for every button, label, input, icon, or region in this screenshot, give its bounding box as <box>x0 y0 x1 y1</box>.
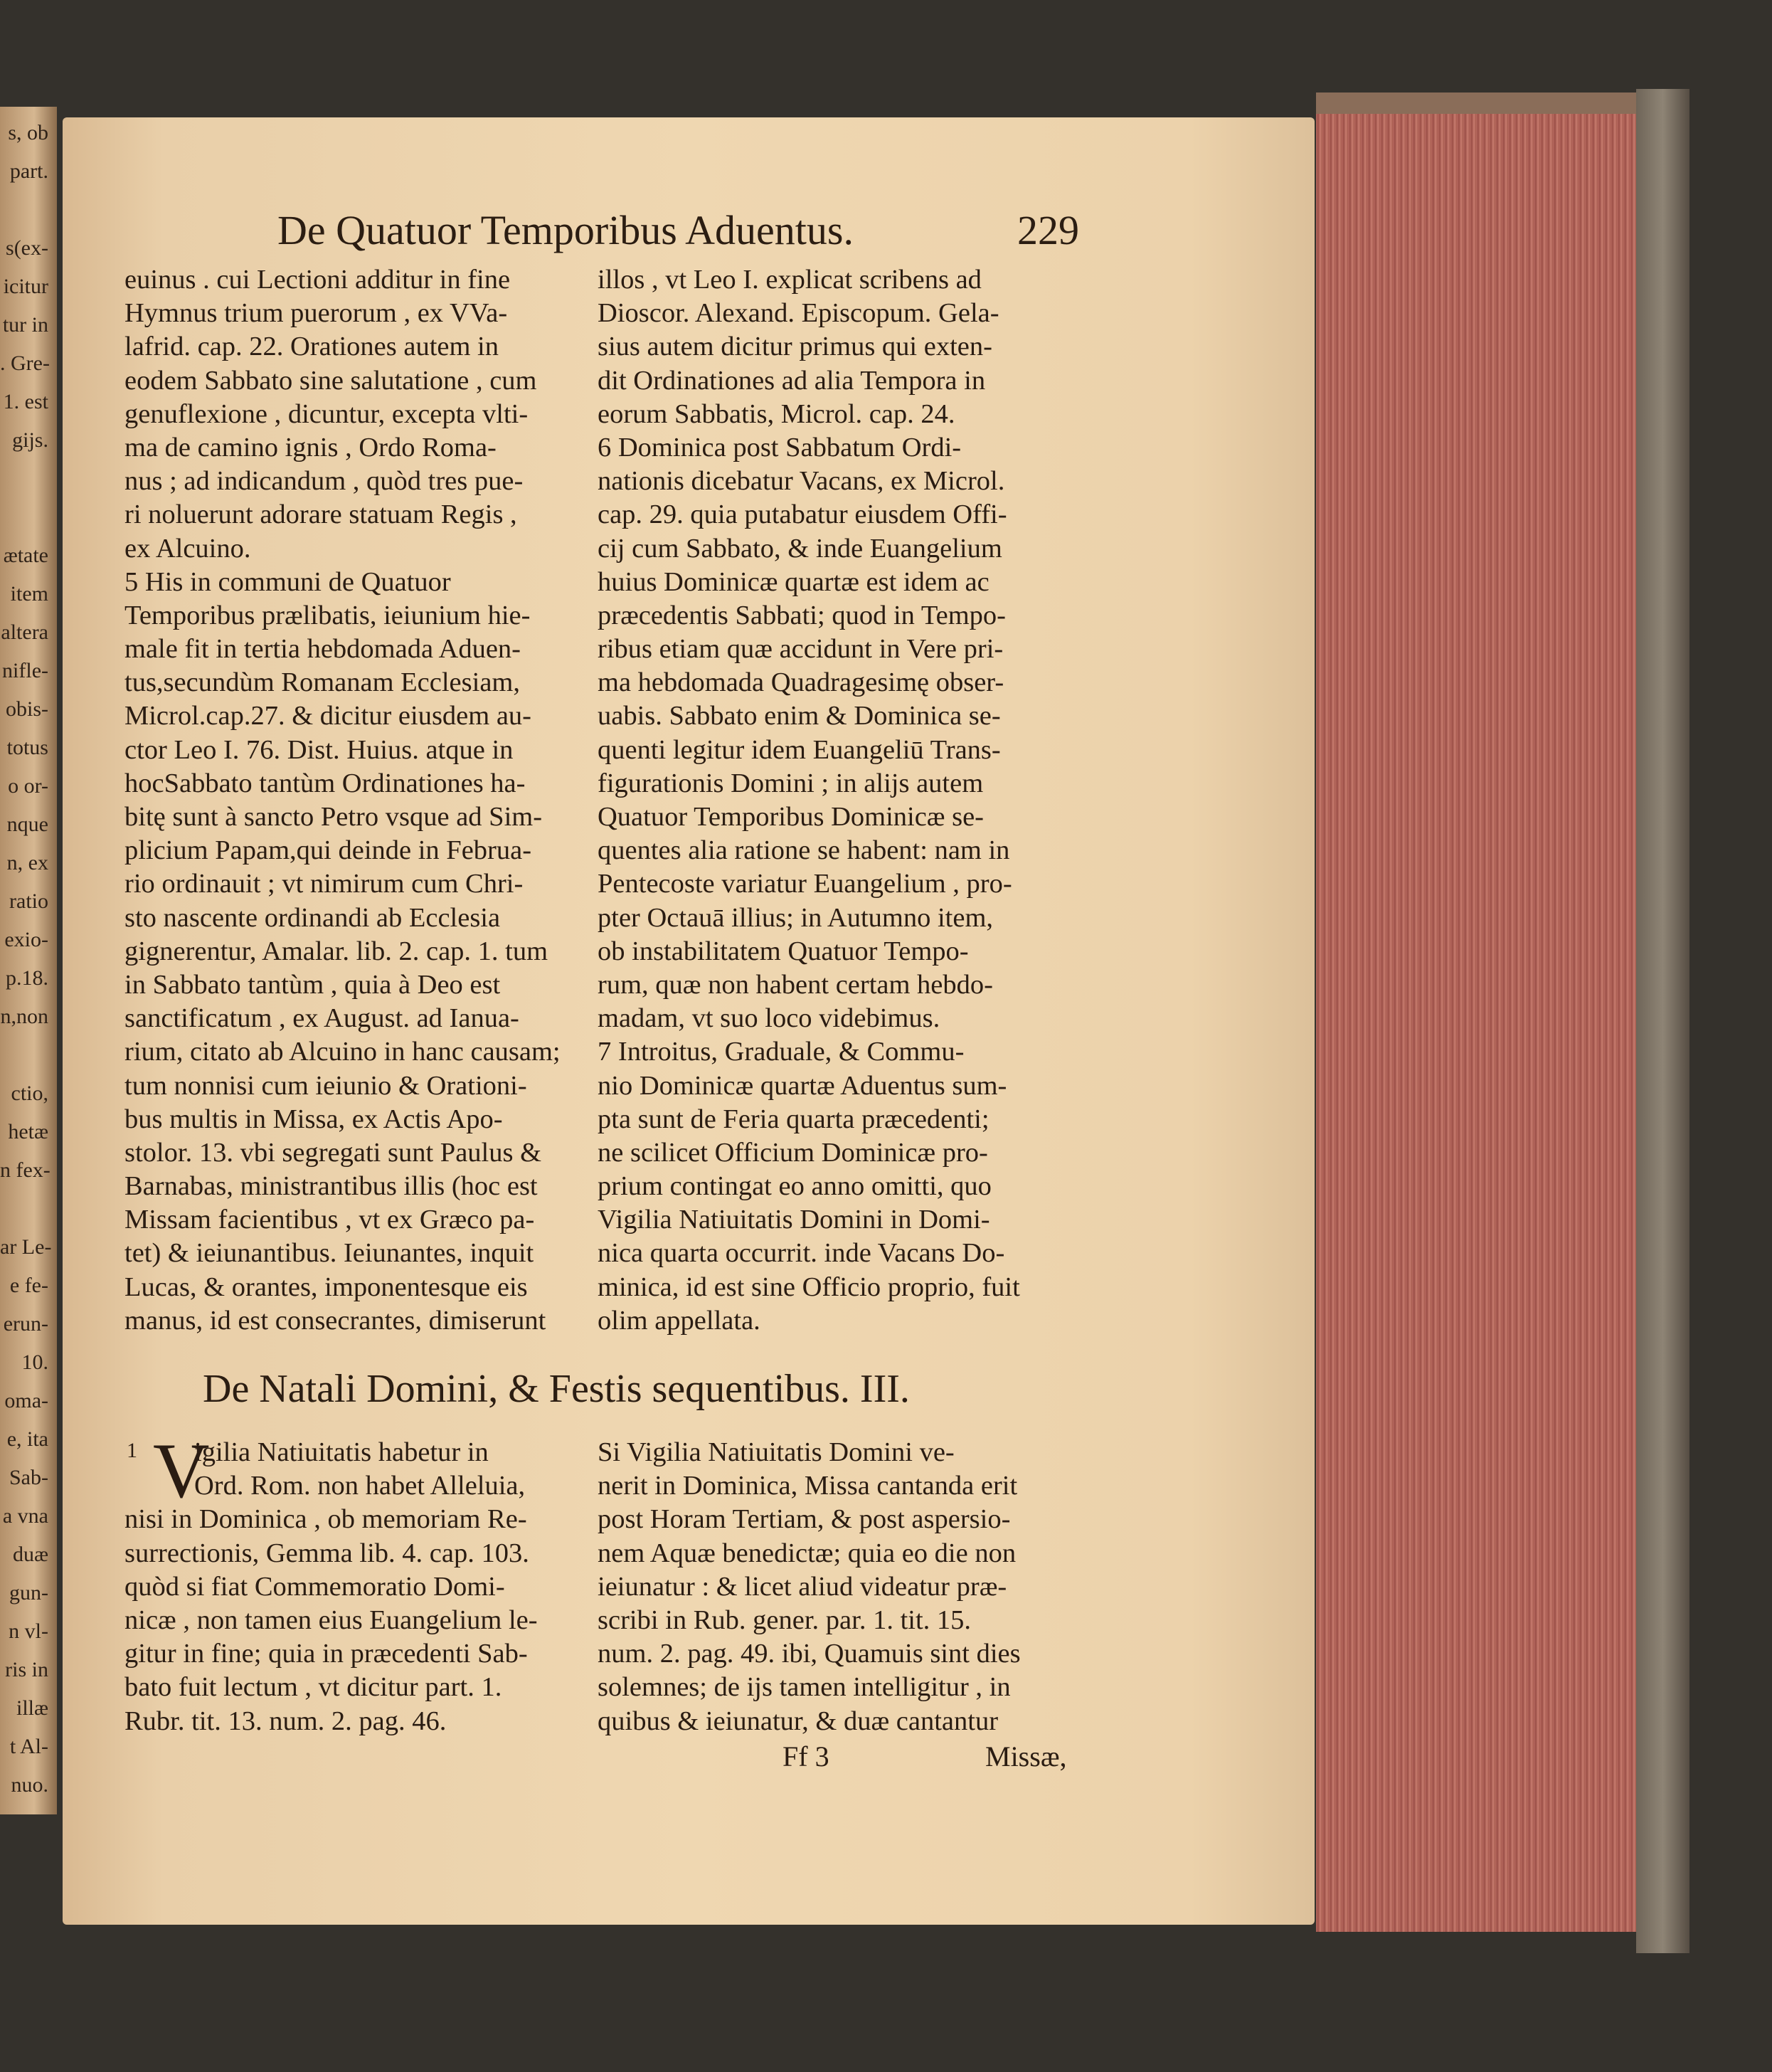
text-line: olim appellata. <box>598 1305 760 1336</box>
text-line: prium contingat eo anno omitti, quo <box>598 1171 992 1202</box>
page-number: 229 <box>1017 207 1079 253</box>
text-line: nica quarta occurrit. inde Vacans Do- <box>598 1238 1005 1269</box>
text-line: bato fuit lectum , vt dicitur part. 1. <box>124 1672 502 1703</box>
text-line: t Al- <box>9 1735 48 1758</box>
text-line: ne scilicet Officium Dominicæ pro- <box>598 1137 988 1168</box>
text-line: bitę sunt à sancto Petro vsque ad Sim- <box>124 802 543 832</box>
text-line: sius autem dicitur primus qui exten- <box>598 332 992 362</box>
text-line <box>0 460 51 498</box>
text-line: a vna <box>2 1504 48 1528</box>
text-line: o or- <box>8 774 48 798</box>
text-line: icitur <box>3 275 48 298</box>
text-line: nationis dicebatur Vacans, ex Microl. <box>598 466 1005 497</box>
text-line: figurationis Domini ; in alijs autem <box>598 768 984 798</box>
text-line: nicæ , non tamen eius Euangelium le- <box>124 1605 538 1635</box>
text-line: e fe- <box>9 1274 48 1297</box>
text-line: ob instabilitatem Quatuor Tempo- <box>598 936 969 966</box>
text-line: sto nascente ordinandi ab Ecclesia <box>124 902 501 933</box>
text-line: s, ob <box>8 121 48 144</box>
text-line: pter Octauā illius; in Autumno item, <box>598 902 994 933</box>
text-line: surrectionis, Gemma lib. 4. cap. 103. <box>124 1538 529 1568</box>
text-line: pta sunt de Feria quarta præcedenti; <box>598 1104 990 1134</box>
section-heading: De Natali Domini, & Festis sequentibus. III. <box>203 1367 910 1411</box>
text-line: ctor Leo I. 76. Dist. Huius. atque in <box>124 734 514 765</box>
text-line: ma hebdomada Quadragesimę obser- <box>598 667 1004 698</box>
text-line: oma- <box>4 1389 48 1412</box>
text-line: . Gre- <box>0 352 50 375</box>
text-line: Barnabas, ministrantibus illis (hoc est <box>124 1171 538 1202</box>
text-line: hocSabbato tantùm Ordinationes ha- <box>124 768 526 798</box>
text-line: minica, id est sine Officio proprio, fuit <box>598 1272 1020 1302</box>
text-line: altera <box>1 620 48 644</box>
text-line: ætate <box>3 544 48 567</box>
paragraph-number: 1 <box>127 1439 137 1462</box>
signature-mark: Ff 3 <box>782 1740 829 1772</box>
text-line: Missam facientibus , vt ex Græco pa- <box>124 1205 535 1235</box>
text-line: illos , vt Leo I. explicat scribens ad <box>598 265 982 295</box>
text-line: sanctificatum , ex August. ad Ianua- <box>124 1003 519 1034</box>
text-line: hetæ <box>8 1120 48 1143</box>
text-line: ratio <box>9 889 48 913</box>
text-line: lafrid. cap. 22. Orationes autem in <box>124 332 499 362</box>
text-line: 10. <box>21 1350 48 1374</box>
text-line: nisi in Dominica , ob memoriam Re- <box>124 1504 527 1535</box>
text-line: madam, vt suo loco videbimus. <box>598 1003 940 1034</box>
text-line: erun- <box>3 1312 48 1336</box>
text-line: Temporibus prælibatis, ieiunium hie- <box>124 600 531 630</box>
text-line: manus, id est consecrantes, dimiserunt <box>124 1305 546 1336</box>
text-line: ris in <box>5 1658 48 1681</box>
text-line: n fex- <box>0 1158 51 1182</box>
text-line: eodem Sabbato sine salutatione , cum <box>124 365 537 396</box>
text-line: plicium Papam,qui deinde in Februa- <box>124 835 532 866</box>
text-line <box>0 498 51 536</box>
text-line: 5 His in communi de Quatuor <box>124 566 451 597</box>
text-line: Ord. Rom. non habet Alleluia, <box>194 1471 526 1501</box>
running-header <box>277 206 1103 263</box>
text-line: præcedentis Sabbati; quod in Tempo- <box>598 600 1007 630</box>
text-line: solemnes; de ijs tamen intelligitur , in <box>598 1672 1011 1703</box>
text-line: quentes alia ratione se habent: nam in <box>598 835 1010 866</box>
text-line: totus <box>6 736 48 759</box>
top-left-column <box>124 263 580 1338</box>
top-right-column <box>598 263 1071 1338</box>
text-line: Quatuor Temporibus Dominicæ se- <box>598 802 985 832</box>
text-line: nerit in Dominica, Missa cantanda erit <box>598 1471 1018 1501</box>
text-line: gignerentur, Amalar. lib. 2. cap. 1. tum <box>124 936 548 966</box>
text-line: quòd si fiat Commemoratio Domi- <box>124 1571 505 1602</box>
text-line: tet) & ieiunantibus. Ieiunantes, inquit <box>124 1238 534 1269</box>
text-line: cij cum Sabbato, & inde Euangelium <box>598 533 1002 564</box>
text-line: exio- <box>4 928 48 951</box>
text-line: gitur in fine; quia in præcedenti Sab- <box>124 1639 528 1669</box>
text-line: male fit in tertia hebdomada Aduen- <box>124 634 521 665</box>
text-line: tur in <box>2 313 48 337</box>
text-line: e, ita <box>6 1427 48 1451</box>
text-line: Sab- <box>9 1466 48 1489</box>
text-line: ar Le- <box>0 1235 52 1259</box>
text-line: part. <box>9 159 48 183</box>
text-line: quibus & ieiunatur, & duæ cantantur <box>598 1706 999 1736</box>
text-line: bus multis in Missa, ex Actis Apo- <box>124 1104 503 1134</box>
bottom-right-column <box>598 1436 1071 1738</box>
text-line: uabis. Sabbato enim & Dominica se- <box>598 701 1001 731</box>
text-line: n,non <box>0 1005 48 1028</box>
text-line: nuo. <box>11 1773 48 1797</box>
text-line: dit Ordinationes ad alia Tempora in <box>598 365 986 396</box>
text-line: ieiunatur : & licet aliud videatur præ- <box>598 1571 1007 1602</box>
text-line: Hymnus trium puerorum , ex VVa- <box>124 298 508 329</box>
text-line: scribi in Rub. gener. par. 1. tit. 15. <box>598 1605 972 1635</box>
text-line: nifle- <box>2 659 48 682</box>
catchword: Missæ, <box>985 1740 1067 1772</box>
text-line: ma de camino ignis , Ordo Roma- <box>124 432 497 462</box>
left-page-edge-fragments <box>0 114 52 1797</box>
text-line: tum nonnisi cum ieiunio & Orationi- <box>124 1070 527 1101</box>
text-line: nque <box>6 813 48 836</box>
text-line: ribus etiam quæ accidunt in Vere pri- <box>598 634 1004 665</box>
text-line: Lucas, & orantes, imponentesque eis <box>124 1272 528 1302</box>
text-line: Dioscor. Alexand. Episcopum. Gela- <box>598 298 999 329</box>
text-line: n, ex <box>6 851 48 874</box>
text-line <box>0 1190 51 1228</box>
text-line: rio ordinauit ; vt nimirum cum Chri- <box>124 869 524 899</box>
text-line: tus,secundùm Romanam Ecclesiam, <box>124 667 520 698</box>
text-line: rium, citato ab Alcuino in hanc causam; <box>124 1037 561 1067</box>
text-line <box>0 1036 51 1074</box>
text-line: illæ <box>16 1696 48 1720</box>
text-line: obis- <box>6 697 48 721</box>
text-line: n vl- <box>9 1619 48 1643</box>
text-line: s(ex- <box>6 236 48 260</box>
text-line: Microl.cap.27. & dicitur eiusdem au- <box>124 701 531 731</box>
text-line: ex Alcuino. <box>124 533 251 564</box>
text-line: ctio, <box>11 1082 48 1105</box>
text-line: quenti legitur idem Euangeliū Trans- <box>598 734 1001 765</box>
book-cover-edge <box>1636 89 1689 1953</box>
text-line: 1. est <box>3 390 48 413</box>
text-line: nem Aquæ benedictæ; quia eo die non <box>598 1538 1017 1568</box>
text-line: gun- <box>9 1581 48 1605</box>
text-line: duæ <box>12 1543 48 1566</box>
text-line: genuflexione , dicuntur, excepta vlti- <box>124 398 529 429</box>
running-title: De Quatuor Temporibus Aduentus. <box>277 207 854 253</box>
text-line: nus ; ad indicandum , quòd tres pue- <box>124 466 524 497</box>
text-line: eorum Sabbatis, Microl. cap. 24. <box>598 398 955 429</box>
text-line: item <box>10 582 48 606</box>
text-line: Si Vigilia Natiuitatis Domini ve- <box>598 1437 955 1467</box>
text-line: p.18. <box>6 966 48 990</box>
text-line: 7 Introitus, Graduale, & Commu- <box>598 1037 965 1067</box>
text-line: igilia Natiuitatis habetur in <box>194 1437 489 1467</box>
text-line: nio Dominicæ quartæ Aduentus sum- <box>598 1070 1007 1101</box>
bottom-left-column <box>124 1436 580 1738</box>
red-stained-page-edges <box>1316 114 1650 1932</box>
text-line: 6 Dominica post Sabbatum Ordi- <box>598 432 962 462</box>
text-line: Vigilia Natiuitatis Domini in Domi- <box>598 1205 990 1235</box>
text-line: stolor. 13. vbi segregati sunt Paulus & <box>124 1137 542 1168</box>
text-line: rum, quæ non habent certam hebdo- <box>598 969 993 1000</box>
text-line: in Sabbato tantùm , quia à Deo est <box>124 969 501 1000</box>
text-line: huius Dominicæ quartæ est idem ac <box>598 566 990 597</box>
text-line: num. 2. pag. 49. ibi, Quamuis sint dies <box>598 1639 1021 1669</box>
text-line: euinus . cui Lectioni additur in fine <box>124 265 511 295</box>
text-line: Rubr. tit. 13. num. 2. pag. 46. <box>124 1706 447 1736</box>
drop-cap-initial: V <box>153 1427 210 1514</box>
text-line: post Horam Tertiam, & post aspersio- <box>598 1504 1011 1535</box>
text-line: Pentecoste variatur Euangelium , pro- <box>598 869 1012 899</box>
text-line: cap. 29. quia putabatur eiusdem Offi- <box>598 500 1007 530</box>
text-line: ri noluerunt adorare statuam Regis , <box>124 500 517 530</box>
text-line <box>0 191 51 229</box>
text-line: gijs. <box>12 428 48 452</box>
